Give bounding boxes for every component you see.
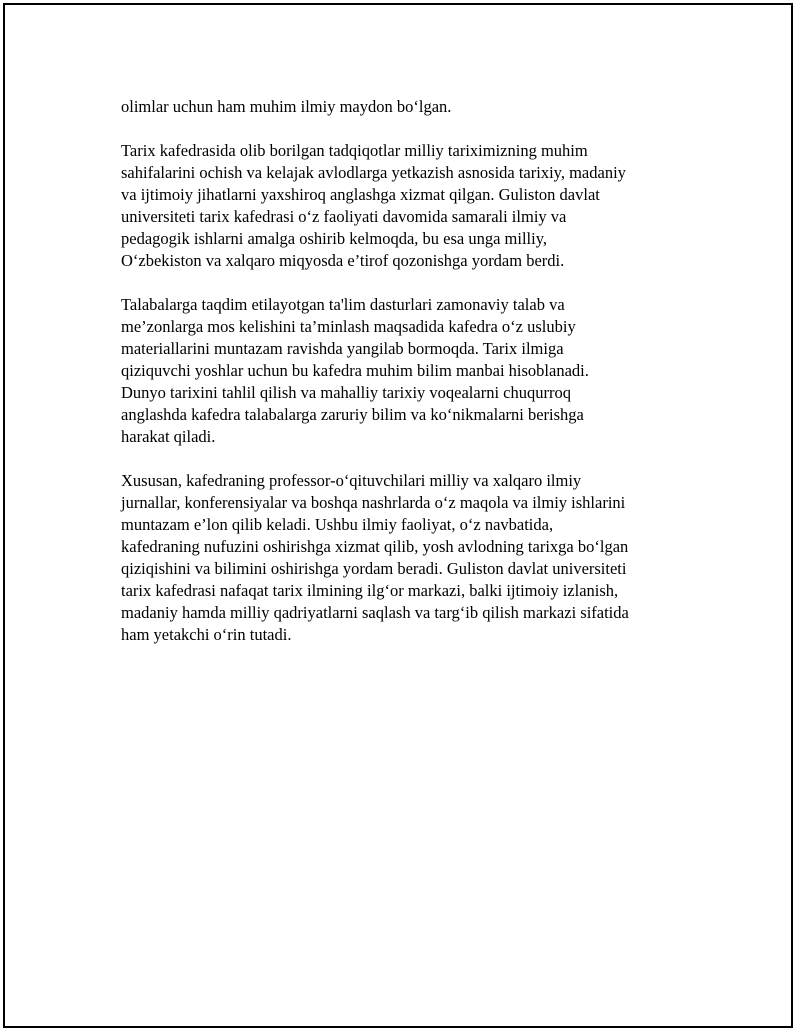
text-line: me’zonlarga mos kelishini ta’minlash maqsadida kafedra o‘z uslubiy	[121, 317, 576, 336]
paragraph-3	[121, 294, 693, 448]
text-line: universiteti tarix kafedrasi o‘z faoliyati davomida samarali ilmiy va	[121, 207, 567, 226]
paragraph-1	[121, 96, 693, 118]
text-line: Tarix kafedrasida olib borilgan tadqiqotlar milliy tariximizning muhim	[121, 141, 588, 160]
text-line: Xususan, kafedraning professor-o‘qituvchilari milliy va xalqaro ilmiy	[121, 471, 582, 490]
text-line: pedagogik ishlarni amalga oshirib kelmoqda, bu esa unga milliy,	[121, 229, 548, 248]
text-line: harakat qiladi.	[121, 427, 216, 446]
text-line: materiallarini muntazam ravishda yangilab bormoqda. Tarix ilmiga	[121, 339, 564, 358]
text-line: qiziquvchi yoshlar uchun bu kafedra muhim bilim manbai hisoblanadi.	[121, 361, 589, 380]
text-line: sahifalarini ochish va kelajak avlodlarga yetkazish asnosida tarixiy, madaniy	[121, 163, 626, 182]
text-line: qiziqishini va bilimini oshirishga yordam beradi. Guliston davlat universiteti	[121, 559, 627, 578]
paragraph-2	[121, 140, 693, 272]
text-line: madaniy hamda milliy qadriyatlarni saqlash va targ‘ib qilish markazi sifatida	[121, 603, 629, 622]
text-line: muntazam e’lon qilib keladi. Ushbu ilmiy faoliyat, o‘z navbatida,	[121, 515, 554, 534]
page-frame	[3, 3, 793, 1028]
text-line: Dunyo tarixini tahlil qilish va mahalliy tarixiy voqealarni chuqurroq	[121, 383, 571, 402]
text-line: va ijtimoiy jihatlarni yaxshiroq anglashga xizmat qilgan. Guliston davlat	[121, 185, 600, 204]
text-line: kafedraning nufuzini oshirishga xizmat qilib, yosh avlodning tarixga bo‘lgan	[121, 537, 629, 556]
text-line: olimlar uchun ham muhim ilmiy maydon bo‘lgan.	[121, 97, 452, 116]
text-line: Talabalarga taqdim etilayotgan ta'lim dasturlari zamonaviy talab va	[121, 295, 565, 314]
text-line: anglashda kafedra talabalarga zaruriy bilim va ko‘nikmalarni berishga	[121, 405, 584, 424]
paragraph-4	[121, 470, 693, 646]
text-line: O‘zbekiston va xalqaro miqyosda e’tirof qozonishga yordam berdi.	[121, 251, 565, 270]
text-line: jurnallar, konferensiyalar va boshqa nashrlarda o‘z maqola va ilmiy ishlarini	[121, 493, 626, 512]
text-line: ham yetakchi o‘rin tutadi.	[121, 625, 292, 644]
text-line: tarix kafedrasi nafaqat tarix ilmining ilg‘or markazi, balki ijtimoiy izlanish,	[121, 581, 619, 600]
document-body	[121, 96, 693, 668]
